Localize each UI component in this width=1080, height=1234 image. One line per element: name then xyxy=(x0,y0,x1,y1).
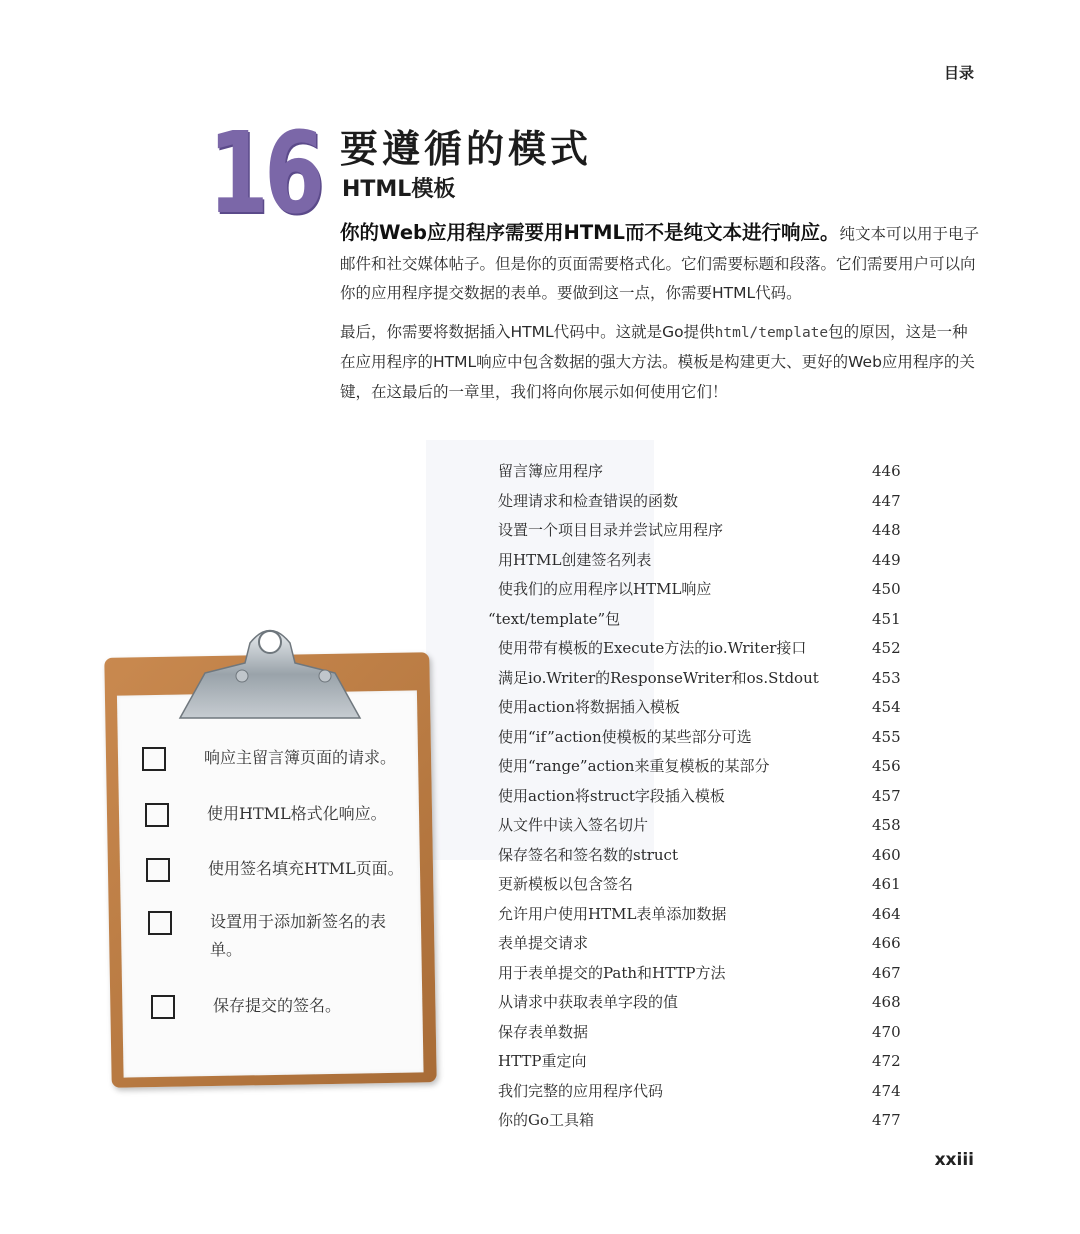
clipboard-clip-icon xyxy=(160,618,380,728)
checklist-item-3 xyxy=(146,855,404,883)
toc-title: HTTP重定向 xyxy=(498,1052,587,1070)
toc-entry[interactable] xyxy=(480,726,920,756)
toc-entry[interactable] xyxy=(480,549,920,579)
toc-entry[interactable] xyxy=(480,1050,920,1080)
toc-entry[interactable] xyxy=(480,578,920,608)
toc-entry[interactable] xyxy=(480,637,920,667)
toc-title: 使用“range”action来重复模板的某部分 xyxy=(498,757,770,775)
checklist-item-4 xyxy=(148,908,398,964)
toc-page: 464 xyxy=(872,904,901,923)
toc-title: 使用带有模板的Execute方法的io.Writer接口 xyxy=(498,639,807,657)
toc-entry[interactable] xyxy=(480,755,920,785)
toc-page: 456 xyxy=(872,757,901,775)
checklist-item-label: 使用HTML格式化响应。 xyxy=(207,804,387,823)
checklist-item-5 xyxy=(151,992,341,1020)
chapter-title: 要遵循的模式 xyxy=(340,126,593,171)
toc-page: 446 xyxy=(872,462,901,480)
checklist-item-2 xyxy=(145,800,387,828)
toc-title: “text/template”包 xyxy=(488,609,621,628)
toc-page: 454 xyxy=(872,698,901,716)
toc-page: 470 xyxy=(872,1022,901,1041)
intro-paragraph-2 xyxy=(340,318,980,408)
toc-entry[interactable] xyxy=(480,608,920,638)
toc-page: 448 xyxy=(872,521,901,539)
toc-page: 452 xyxy=(872,639,901,657)
toc-title: 处理请求和检查错误的函数 xyxy=(498,491,679,510)
toc-entry[interactable] xyxy=(480,519,920,549)
toc-title: 更新模板以包含签名 xyxy=(498,875,634,893)
intro-lead: 你的Web应用程序需要用HTML而不是纯文本进行响应。 xyxy=(340,221,840,244)
toc-page: 450 xyxy=(872,580,901,598)
toc-page: 457 xyxy=(872,786,901,805)
intro-p2-text-a: 最后，你需要将数据插入HTML代码中。这就是Go提供 xyxy=(340,322,715,341)
toc-title: 你的Go工具箱 xyxy=(498,1111,595,1129)
toc-title: 表单提交请求 xyxy=(498,934,589,952)
checkbox-icon xyxy=(151,995,175,1019)
toc-title: 使用“if”action使模板的某些部分可选 xyxy=(498,727,752,746)
checklist-item-label: 设置用于添加新签名的表单。 xyxy=(210,912,387,959)
intro-code: html/template xyxy=(714,324,829,341)
checkbox-icon xyxy=(148,911,172,935)
section-label: 目录 xyxy=(943,64,974,82)
toc-entry[interactable] xyxy=(480,903,920,933)
toc-page: 451 xyxy=(872,609,901,628)
toc-title: 使用action将数据插入模板 xyxy=(498,698,680,716)
toc-title: 保存表单数据 xyxy=(498,1022,589,1041)
chapter-subtitle: HTML模板 xyxy=(342,177,456,202)
toc-entry[interactable] xyxy=(480,490,920,520)
toc-entry[interactable] xyxy=(480,844,920,874)
toc-page: 477 xyxy=(872,1111,901,1129)
toc-entry[interactable] xyxy=(480,932,920,962)
toc-entry[interactable] xyxy=(480,1109,920,1139)
toc-page: 472 xyxy=(872,1052,901,1070)
chapter-number: 16 xyxy=(208,109,321,239)
toc-page: 466 xyxy=(872,934,901,952)
toc-title: 使我们的应用程序以HTML响应 xyxy=(498,580,712,598)
intro-p2-text-b: 包的原因，这是一种在应用程序的HTML响应中包含数据的强大方法。模板是构建更大、更好的Web应用程序的关键，在这最后的一章里，我们将向你展示如何使用它们！ xyxy=(340,322,975,401)
toc-page: 455 xyxy=(872,727,901,746)
toc-entry[interactable] xyxy=(480,460,920,490)
toc-title: 用HTML创建签名列表 xyxy=(498,550,652,569)
toc-entry[interactable] xyxy=(480,1021,920,1051)
toc-entry[interactable] xyxy=(480,873,920,903)
toc-page: 467 xyxy=(872,963,901,982)
checkbox-icon xyxy=(142,747,166,771)
toc-page: 474 xyxy=(872,1081,901,1100)
toc-page: 460 xyxy=(872,845,901,864)
toc-title: 设置一个项目目录并尝试应用程序 xyxy=(498,521,724,539)
toc-title: 留言簿应用程序 xyxy=(498,462,604,480)
toc-title: 用于表单提交的Path和HTTP方法 xyxy=(498,963,726,982)
checklist-item-label: 响应主留言簿页面的请求。 xyxy=(204,748,397,767)
toc-entry[interactable] xyxy=(480,991,920,1021)
toc-entry[interactable] xyxy=(480,696,920,726)
toc-title: 保存签名和签名数的struct xyxy=(498,845,678,864)
toc-title: 使用action将struct字段插入模板 xyxy=(498,786,725,805)
checkbox-icon xyxy=(145,803,169,827)
toc-page: 449 xyxy=(872,550,901,569)
toc-title: 从请求中获取表单字段的值 xyxy=(498,993,679,1011)
toc-title: 满足io.Writer的ResponseWriter和os.Stdout xyxy=(498,668,819,687)
toc-entry[interactable] xyxy=(480,962,920,992)
checklist-item-1 xyxy=(142,744,396,772)
toc-title: 从文件中读入签名切片 xyxy=(498,816,649,834)
toc-entry[interactable] xyxy=(480,667,920,697)
toc-title: 允许用户使用HTML表单添加数据 xyxy=(498,904,727,923)
toc-page: 447 xyxy=(872,491,901,510)
toc-page: 458 xyxy=(872,816,901,834)
checklist-item-label: 保存提交的签名。 xyxy=(213,996,342,1015)
toc-page: 453 xyxy=(872,668,901,687)
checklist-item-label: 使用签名填充HTML页面。 xyxy=(208,859,404,878)
toc-entry[interactable] xyxy=(480,1080,920,1110)
intro-paragraph-1 xyxy=(340,218,980,309)
intro-p1-text: 纯文本可以用于电子邮件和社交媒体帖子。但是你的页面需要格式化。它们需要标题和段落。它们需要用户可以向你的应用程序提交数据的表单。要做到这一点，你需要HTML代码。 xyxy=(340,225,979,302)
table-of-contents xyxy=(480,460,920,1139)
chapter-intro xyxy=(340,218,980,416)
toc-title: 我们完整的应用程序代码 xyxy=(498,1081,664,1100)
toc-entry[interactable] xyxy=(480,785,920,815)
toc-page: 468 xyxy=(872,993,901,1011)
checkbox-icon xyxy=(146,858,170,882)
toc-page: 461 xyxy=(872,875,901,893)
page-number: xxiii xyxy=(934,1150,974,1170)
toc-entry[interactable] xyxy=(480,814,920,844)
